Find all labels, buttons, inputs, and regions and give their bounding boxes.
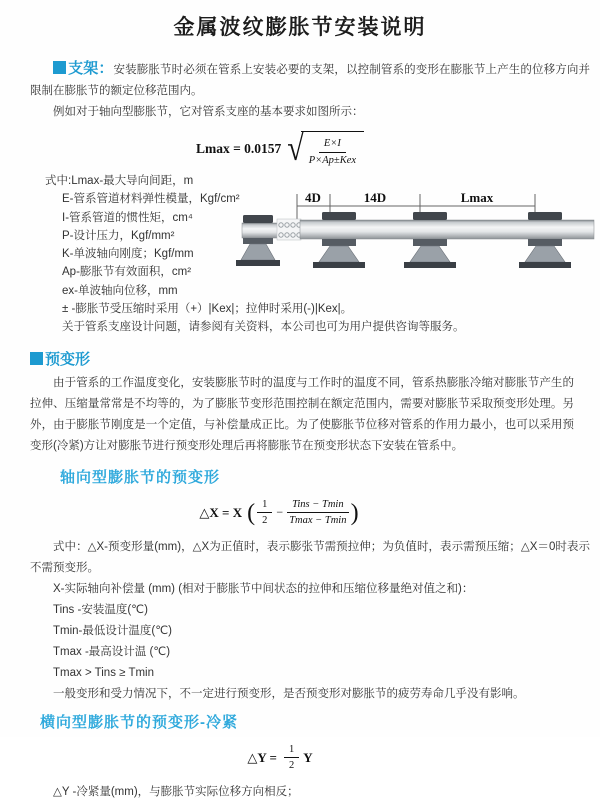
- definition-line: 关于管系支座设计问题，请参阅有关资料，本公司也可为用户提供咨询等服务。: [62, 321, 465, 334]
- pipe-stub: [242, 223, 278, 238]
- support-intro-paragraph: [30, 58, 590, 102]
- axial-formula: [0, 495, 560, 531]
- axial-line: Tmin-最低设计温度(℃): [53, 624, 172, 637]
- pipe-support-pedestal: [236, 215, 280, 266]
- axial-subheading: 轴向型膨胀节的预变形: [60, 468, 221, 486]
- lateral-note-line: △Y -冷紧量(mm)，与膨胀节实际位移方向相反；: [53, 785, 299, 798]
- support-section-header: 支架：: [68, 60, 114, 77]
- axial-line: X-实际轴向补偿量 (mm) (相对于膨胀节中间状态的拉伸和压缩位移量绝对值之和)：: [53, 582, 474, 595]
- minus-operator: −: [276, 505, 284, 520]
- definition-line: Ap-膨胀节有效面积，cm²: [62, 266, 192, 279]
- half-denominator: 2: [262, 515, 268, 527]
- axial-line: Tmax -最高设计温 (℃): [53, 645, 171, 658]
- definition-line: K-单波轴向刚度；Kgf/mm: [62, 248, 194, 261]
- axial-frac-denominator: Tmax − Tmin: [289, 515, 347, 527]
- lateral-subheading: 横向型膨胀节的预变形-冷紧: [40, 713, 238, 731]
- predeform-body-paragraph: 由于管系的工作温度变化，安装膨胀节时的温度与工作时的温度不同，管系热膨胀冷缩对膨胀节产生的拉伸、压缩量常常是不均等的，为了膨胀节变形范围控制在额定范围内，需要对膨胀节采取预变形处理。另外，由于膨胀节刚度是一个定值，与补偿量成正比。为了使膨胀节位移对管系的作用力最小，也可以采用预变形(冷紧)方让对膨胀节进行预变形处理后再将膨胀节在预变形状态下安装在管系中。: [30, 376, 574, 452]
- pipe-main: [300, 220, 594, 239]
- open-paren: (: [247, 499, 256, 526]
- half-numerator: 1: [257, 498, 272, 513]
- pipe-support-diagram: [240, 190, 596, 290]
- lmax-formula-denominator: P×Ap±Kex: [308, 154, 357, 166]
- axial-closing-line: 一般变形和受力情况下，不一定进行预变形，是否预变形对膨胀节的疲劳寿命几乎没有影响。: [53, 687, 525, 700]
- axial-notes: [0, 537, 600, 705]
- dimension-label-lmax: Lmax: [460, 190, 494, 205]
- definition-line: 式中:Lmax-最大导向间距，m: [45, 175, 194, 187]
- section-square-icon: [30, 352, 43, 365]
- close-paren: ): [350, 499, 359, 526]
- lmax-formula: [0, 130, 560, 168]
- predeform-section-header: [0, 348, 600, 369]
- section-support: [0, 58, 600, 123]
- axial-formula-lhs: △X = X: [199, 504, 243, 520]
- definition-line: ex-单波轴向位移，mm: [62, 284, 178, 297]
- definition-line: ± -膨胀节受压缩时采用（+）|Kex|；拉伸时采用(-)|Kex|。: [62, 303, 353, 316]
- section-square-icon: [53, 61, 66, 74]
- definition-line: P-设计压力，Kgf/mm²: [62, 229, 175, 242]
- bellows-section: [277, 219, 301, 240]
- lmax-formula-numerator: E×I: [319, 137, 346, 152]
- axial-line: Tmax > Tins ≥ Tmin: [53, 666, 154, 679]
- dimension-label-4d: 4D: [305, 190, 321, 205]
- axial-line: Tins -安装温度(℃): [53, 603, 148, 616]
- lateral-frac-denominator: 2: [288, 760, 295, 772]
- lateral-formula-lhs: △Y =: [247, 749, 277, 765]
- axial-frac-numerator: Tins − Tmin: [287, 498, 348, 513]
- lmax-formula-radicand: [301, 131, 364, 166]
- support-example-line: 例如对于轴向型膨胀节，它对管系支座的基本要求如图所示：: [53, 106, 364, 118]
- definition-line: I-管系管道的惯性矩，cm⁴: [62, 211, 193, 224]
- lmax-formula-lhs: Lmax = 0.0157: [195, 141, 282, 156]
- axial-note-paragraph: 式中：△X-预变形量(mm)，△X为正值时，表示膨张节需预拉伸；为负值时，表示需预压缩；△X＝0时表示不需预变形。: [30, 540, 590, 574]
- square-root-icon: √: [287, 128, 304, 169]
- lateral-formula-rhs: Y: [303, 749, 313, 765]
- predeform-header-label: 预变形: [45, 350, 91, 368]
- page-title: 金属波纹膨胀节安装说明: [173, 16, 427, 39]
- definition-line: E-管系管道材料弹性模量，Kgf/cm²: [62, 193, 240, 206]
- lateral-notes: [0, 782, 600, 803]
- lateral-formula: [0, 740, 560, 776]
- lateral-frac-numerator: 1: [284, 743, 299, 758]
- dimension-label-14d: 14D: [363, 190, 387, 205]
- support-intro-text: 安装膨胀节时必须在管系上安装必要的支架，以控制管系的变形在膨胀节上产生的位移方向并限制在膨胀节的额定位移范围内。: [30, 64, 590, 97]
